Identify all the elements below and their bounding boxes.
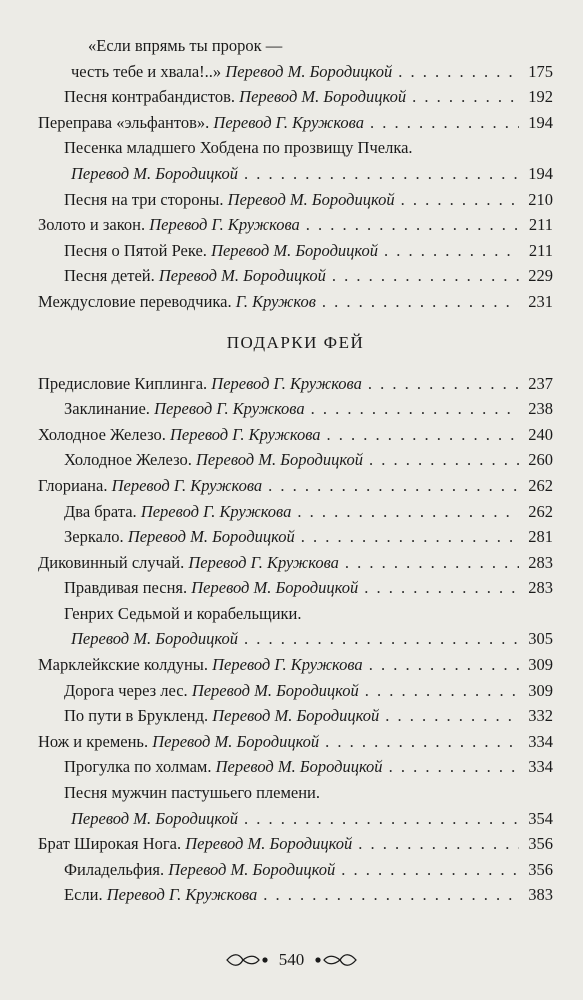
toc-entry-title: Нож и кремень. (38, 731, 149, 751)
toc-entry-page: 237 (528, 373, 553, 393)
dot-leader (322, 289, 519, 315)
toc-entry (38, 780, 553, 806)
dot-leader (412, 84, 519, 110)
toc-entry-translator: Перевод Г. Кружкова (111, 475, 263, 495)
toc-entry-page: 309 (528, 680, 553, 700)
dot-leader (401, 187, 519, 213)
toc-entry (38, 575, 553, 601)
toc-entry-translator: Перевод М. Бородицкой (168, 859, 336, 879)
dot-leader (327, 422, 519, 448)
toc-entry (38, 110, 553, 136)
toc-entry-title: Зеркало. (64, 527, 124, 547)
toc-entry-title: Заклинание. (64, 399, 150, 419)
dot-leader (364, 575, 519, 601)
toc-entry (38, 238, 553, 264)
toc-entry-text (38, 473, 262, 499)
dot-leader (389, 754, 519, 780)
dot-leader (268, 473, 519, 499)
toc-entry-text (64, 238, 378, 264)
dot-leader (332, 263, 519, 289)
toc-entry-page: 211 (528, 215, 553, 235)
toc-entry (38, 524, 553, 550)
toc-entry (38, 447, 553, 473)
toc-entry-title: Прогулка по холмам. (64, 757, 212, 777)
toc-entry-title: Дорога через лес. (64, 680, 188, 700)
toc-entry-translator: Перевод М. Бородицкой (127, 527, 295, 547)
toc-entry-page: 194 (528, 163, 553, 183)
toc-entry-page: 383 (528, 885, 553, 905)
dot-leader (301, 524, 519, 550)
toc-entry (38, 263, 553, 289)
dot-leader (398, 59, 519, 85)
toc-entry-text (64, 187, 395, 213)
toc-entry-translator: Перевод М. Бородицкой (158, 266, 326, 286)
toc-entry-page: 210 (528, 189, 553, 209)
toc-entry-text (71, 626, 238, 652)
toc-entry-translator: Перевод М. Бородицкой (211, 240, 379, 260)
toc-entry-text (71, 806, 238, 832)
toc-entry (38, 550, 553, 576)
dot-leader (385, 703, 519, 729)
toc-entry-text (71, 161, 238, 187)
toc-entry-title: Песня детей. (64, 266, 155, 286)
toc-entry-text (88, 33, 282, 59)
toc-entry-text (64, 754, 383, 780)
toc-entry-translator: Перевод М. Бородицкой (212, 706, 380, 726)
dot-leader (384, 238, 519, 264)
toc-entry-page: 356 (528, 834, 553, 854)
toc-entry-text (64, 499, 291, 525)
toc-entry-page: 231 (528, 291, 553, 311)
toc-entry-translator: Перевод Г. Кружкова (149, 215, 300, 235)
toc-entry-translator: Перевод М. Бородицкой (196, 450, 363, 470)
toc-entry-text (64, 575, 358, 601)
toc-entry-page: 334 (528, 731, 553, 751)
toc-entry-translator: Перевод М. Бородицкой (191, 578, 359, 598)
toc-entry-text (64, 857, 335, 883)
toc-entry-translator: Перевод М. Бородицкой (71, 808, 238, 828)
toc-entry-text (64, 882, 257, 908)
toc-entry-page: 211 (528, 240, 553, 260)
toc-entry-page: 260 (528, 450, 553, 470)
toc-entry-page: 283 (528, 552, 553, 572)
toc-entry (38, 422, 553, 448)
toc-entry (38, 499, 553, 525)
toc-entry-translator: Г. Кружков (235, 291, 316, 311)
toc-entry-page: 194 (528, 112, 553, 132)
toc-entry-text (38, 422, 321, 448)
toc-entry (38, 59, 553, 85)
dot-leader (341, 857, 519, 883)
toc-entry-text (38, 289, 316, 315)
toc-entry-title: Диковинный случай. (38, 552, 185, 572)
toc-entry-text (38, 831, 352, 857)
page-number: 540 (278, 950, 305, 969)
toc-entry (38, 703, 553, 729)
toc-entry (38, 882, 553, 908)
toc-entry-title: Генрих Седьмой и корабельщики. (64, 603, 302, 623)
dot-leader (365, 678, 519, 704)
table-of-contents (38, 33, 553, 908)
dot-leader (244, 161, 519, 187)
dot-leader (263, 882, 519, 908)
dot-leader (325, 729, 519, 755)
toc-entry-translator: Перевод М. Бородицкой (71, 629, 238, 649)
toc-entry (38, 857, 553, 883)
toc-entry-translator: Перевод М. Бородицкой (225, 61, 393, 81)
toc-entry-title: Холодное Железо. (64, 450, 192, 470)
toc-entry-page: 305 (528, 629, 553, 649)
toc-entry-text (64, 524, 295, 550)
toc-entry (38, 212, 553, 238)
toc-entry (38, 806, 553, 832)
toc-entry-title: «Если впрямь ты пророк — (88, 36, 283, 55)
toc-entry-title: Брат Широкая Нога. (38, 834, 182, 854)
toc-entry-page: 281 (528, 527, 553, 547)
toc-entry-translator: Перевод М. Бородицкой (227, 189, 395, 209)
toc-entry-translator: Перевод М. Бородицкой (215, 757, 383, 777)
toc-entry-title: Песня на три стороны. (64, 189, 224, 209)
toc-entry-page: 332 (528, 706, 553, 726)
toc-entry (38, 652, 553, 678)
toc-entry-text (64, 447, 363, 473)
dot-leader (244, 626, 519, 652)
toc-entry-text (64, 396, 305, 422)
toc-entry-text (38, 652, 363, 678)
toc-entry-title: Марклейкские колдуны. (38, 655, 209, 675)
dot-leader (358, 831, 519, 857)
toc-entry (38, 187, 553, 213)
toc-entry-title: Песня мужчин пастушьего племени. (64, 783, 321, 803)
toc-entry-translator: Перевод М. Бородицкой (191, 680, 359, 700)
toc-entry-page: 229 (528, 266, 553, 286)
toc-entry-title: Филадельфия. (64, 859, 165, 879)
toc-entry (38, 831, 553, 857)
toc-entry-translator: Перевод Г. Кружкова (211, 373, 362, 393)
toc-entry-text (64, 135, 413, 161)
toc-entry-text (38, 212, 300, 238)
toc-entry-text (64, 678, 359, 704)
toc-entry-title: Правдивая песня. (64, 578, 188, 598)
toc-entry-title: Предисловие Киплинга. (38, 373, 208, 393)
toc-entry-page: 238 (528, 399, 553, 419)
toc-entry-page: 240 (528, 424, 553, 444)
toc-entry-translator: Перевод Г. Кружкова (212, 655, 363, 675)
toc-entry (38, 601, 553, 627)
toc-entry-translator: Перевод М. Бородицкой (71, 163, 238, 183)
toc-entry (38, 473, 553, 499)
toc-entry-title: честь тебе и хвала!..» (71, 61, 222, 81)
toc-entry-page: 354 (528, 808, 553, 828)
toc-entry-translator: Перевод Г. Кружкова (170, 424, 321, 444)
toc-entry-translator: Перевод М. Бородицкой (239, 87, 407, 107)
toc-entry-text (38, 550, 339, 576)
toc-entry-page: 192 (528, 87, 553, 107)
page-footer (0, 950, 583, 970)
toc-entry (38, 161, 553, 187)
toc-entry-title: Два брата. (64, 501, 137, 521)
toc-entry-page: 283 (528, 578, 553, 598)
dot-leader (244, 806, 519, 832)
toc-entry-page: 309 (528, 655, 553, 675)
toc-entry (38, 33, 553, 59)
dot-leader (369, 447, 519, 473)
toc-entry-translator: Перевод Г. Кружкова (106, 885, 258, 905)
dot-leader (306, 212, 519, 238)
toc-entry-translator: Перевод Г. Кружкова (140, 501, 292, 521)
toc-entry-text (38, 371, 362, 397)
toc-entry-text (64, 84, 406, 110)
toc-entry-title: Переправа «эльфантов». (38, 112, 210, 132)
toc-entry-title: Песня контрабандистов. (64, 87, 236, 107)
toc-entry-text (71, 59, 392, 85)
toc-list-bottom (38, 371, 553, 908)
toc-entry (38, 754, 553, 780)
toc-entry-title: Междусловие переводчика. (38, 291, 232, 311)
dot-leader (311, 396, 519, 422)
dot-leader (369, 652, 519, 678)
toc-entry-text (38, 729, 319, 755)
dot-leader (368, 371, 519, 397)
toc-entry-text (64, 780, 320, 806)
toc-entry-page: 262 (528, 475, 553, 495)
toc-entry (38, 396, 553, 422)
section-heading: ПОДАРКИ ФЕЙ (226, 332, 365, 352)
toc-entry-title: По пути в Брукленд. (64, 706, 209, 726)
toc-entry-page: 334 (528, 757, 553, 777)
toc-entry (38, 289, 553, 315)
toc-entry-page: 262 (528, 501, 553, 521)
dot-leader (297, 499, 519, 525)
toc-entry-translator: Перевод Г. Кружкова (213, 112, 364, 132)
toc-entry-text (64, 263, 326, 289)
fleuron-right-icon (312, 953, 358, 967)
toc-entry-text (64, 703, 379, 729)
dot-leader (370, 110, 519, 136)
fleuron-left-icon (225, 953, 271, 967)
dot-leader (345, 550, 519, 576)
toc-entry-page: 175 (528, 61, 553, 81)
toc-list-top (38, 33, 553, 315)
toc-entry-translator: Перевод Г. Кружкова (188, 552, 339, 572)
toc-entry-translator: Перевод М. Бородицкой (152, 731, 320, 751)
toc-entry (38, 84, 553, 110)
toc-entry-text (38, 110, 364, 136)
toc-entry (38, 371, 553, 397)
toc-entry-title: Песня о Пятой Реке. (64, 240, 207, 260)
toc-entry (38, 626, 553, 652)
toc-entry-title: Глориана. (38, 475, 108, 495)
toc-entry-title: Если. (64, 885, 103, 905)
toc-entry-title: Золото и закон. (38, 215, 146, 235)
toc-entry-title: Песенка младшего Хобдена по прозвищу Пчелка. (64, 138, 413, 158)
toc-entry (38, 729, 553, 755)
toc-entry-translator: Перевод Г. Кружкова (154, 399, 305, 419)
toc-entry-text (64, 601, 302, 627)
toc-entry-page: 356 (528, 859, 553, 879)
toc-entry-translator: Перевод М. Бородицкой (185, 834, 353, 854)
toc-entry (38, 135, 553, 161)
toc-entry (38, 678, 553, 704)
toc-entry-title: Холодное Железо. (38, 424, 166, 444)
